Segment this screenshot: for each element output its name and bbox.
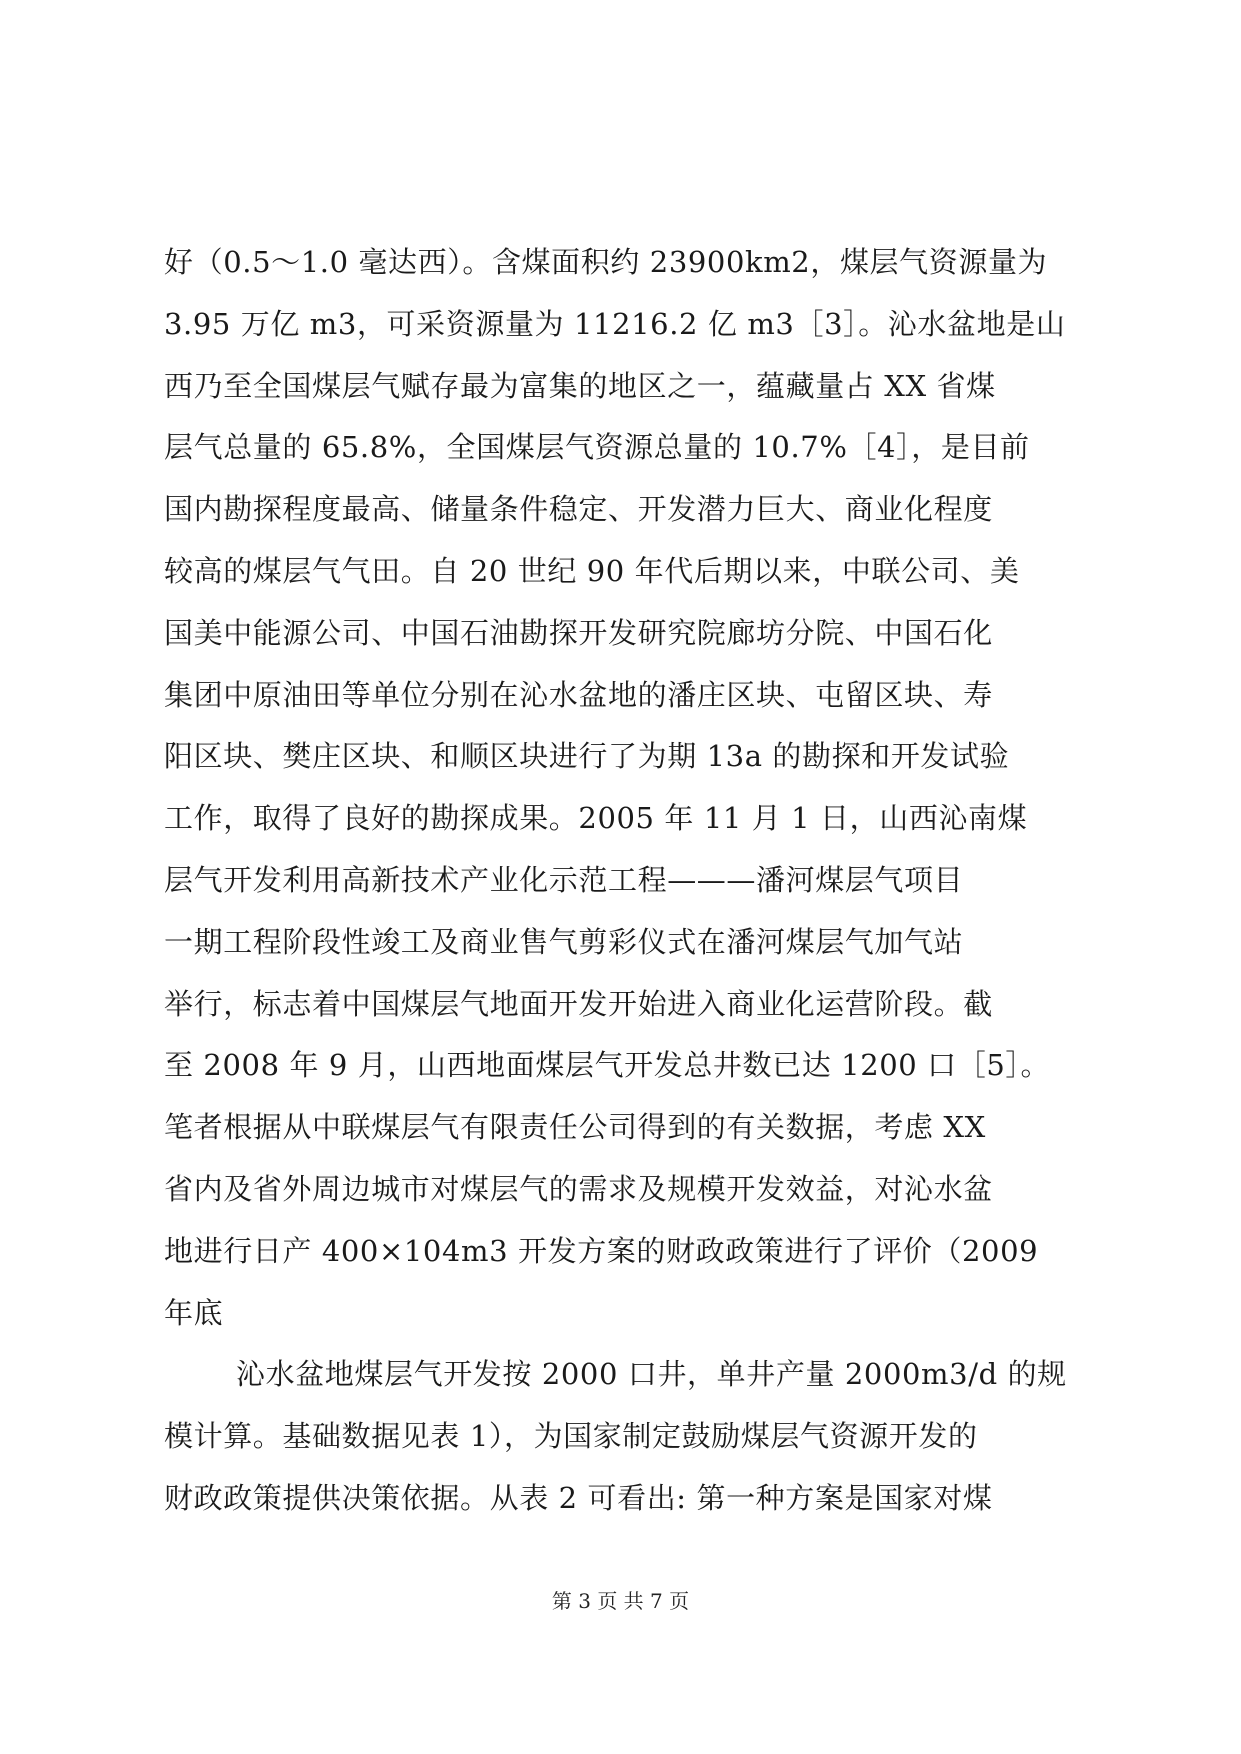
text-line: 财政政策提供决策依据。从表 2 可看出: 第一种方案是国家对煤	[164, 1480, 993, 1515]
text-line: 国美中能源公司、中国石油勘探开发研究院廊坊分院、中国石化	[164, 615, 993, 650]
text-line: 模计算。基础数据见表 1），为国家制定鼓励煤层气资源开发的	[164, 1419, 978, 1454]
text-line: 工作，取得了良好的勘探成果。2005 年 11 月 1 日，山西沁南煤	[164, 801, 1028, 836]
text-line: 举行，标志着中国煤层气地面开发开始进入商业化运营阶段。截	[164, 986, 993, 1021]
body-text	[164, 232, 1084, 1530]
text-line: 沁水盆地煤层气开发按 2000 口井，单井产量 2000m3/d 的规	[236, 1357, 1067, 1392]
text-line: 阳区块、樊庄区块、和顺区块进行了为期 13a 的勘探和开发试验	[164, 739, 1010, 774]
text-line: 一期工程阶段性竣工及商业售气剪彩仪式在潘河煤层气加气站	[164, 924, 964, 959]
text-line: 省内及省外周边城市对煤层气的需求及规模开发效益，对沁水盆	[164, 1171, 993, 1206]
text-line: 笔者根据从中联煤层气有限责任公司得到的有关数据，考虑 XX	[164, 1110, 986, 1145]
text-line: 年底	[164, 1295, 224, 1330]
text-line: 地进行日产 400×104m3 开发方案的财政政策进行了评价（2009	[164, 1233, 1039, 1268]
page-footer: 第 3 页 共 7 页	[551, 1589, 690, 1613]
text-line: 较高的煤层气气田。自 20 世纪 90 年代后期以来，中联公司、美	[164, 553, 1020, 588]
text-line: 层气总量的 65.8%，全国煤层气资源总量的 10.7%［4］，是目前	[164, 430, 1030, 465]
text-line: 3.95 万亿 m3，可采资源量为 11216.2 亿 m3［3］。沁水盆地是山	[164, 306, 1066, 341]
text-line: 层气开发利用高新技术产业化示范工程———潘河煤层气项目	[164, 862, 964, 897]
text-line: 国内勘探程度最高、储量条件稳定、开发潜力巨大、商业化程度	[164, 492, 993, 527]
text-line: 好（0.5～1.0 毫达西）。含煤面积约 23900km2，煤层气资源量为	[164, 245, 1048, 279]
text-line: 至 2008 年 9 月，山西地面煤层气开发总井数已达 1200 口［5］。	[164, 1048, 1051, 1083]
text-line: 西乃至全国煤层气赋存最为富集的地区之一，蕴藏量占 XX 省煤	[164, 368, 996, 403]
text-line: 集团中原油田等单位分别在沁水盆地的潘庄区块、屯留区块、寿	[164, 677, 993, 712]
